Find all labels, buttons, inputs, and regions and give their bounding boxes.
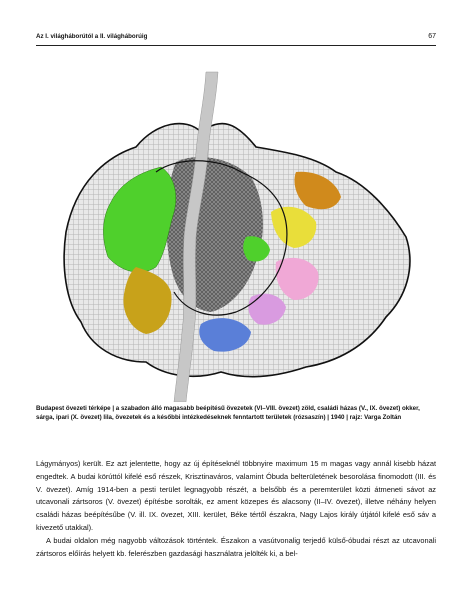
zoning-map-graphic	[36, 62, 436, 402]
page-number: 67	[428, 33, 436, 40]
figure-caption: Budapest övezeti térképe | a szabadon álló magasabb beépítésű övezetek (VI–VIII. övezet) zöld, családi házas (V., IX. övezet) okker, sárga, ipari (X. övezet) lila, övezetek és a későbbi intézkedéseknek fenntartott területek (rózsaszín) | 1940 | rajz: Varga Zoltán	[36, 405, 420, 421]
zoning-map	[36, 62, 436, 402]
running-header	[36, 33, 436, 45]
body-text	[36, 458, 436, 560]
running-title: Az I. világháborútól a II. világháborúig	[36, 33, 148, 40]
paragraph: A budai oldalon még nagyobb változások történtek. Északon a vasútvonalig terjedő külső-óbudai részt az utcavonali zártsoros előírás helyett kb. felerészben gazdasági használatra jelölték ki, a bel-	[36, 535, 436, 558]
header-rule	[36, 45, 436, 46]
paragraph: Lágymányos) került. Ez azt jelentette, hogy az új építéseknél többnyire maximum 15 m magas vagy annál kisebb házat engedtek. A budai körúttól kifelé eső részek, Krisztinaváros, valamint Óbuda belterületének besorolása finomodott (III. és V. övezet). Amíg 1914-ben a pesti terület legnagyobb részét, a belsőbb és a peremterület közti átmeneti sávot az utcavonali zártsoros (V. övezet) építésbe sorolták, ez ament közepes és alacsony (II–IV. övezet), illetve néhány helyen családi házas beépítésűbe (V. ill. IX. övezet, XIII. kerület, Béke tértől északra, Nagy Lajos király útjától kifelé eső sáv a kivezető utakkal).	[36, 459, 436, 532]
